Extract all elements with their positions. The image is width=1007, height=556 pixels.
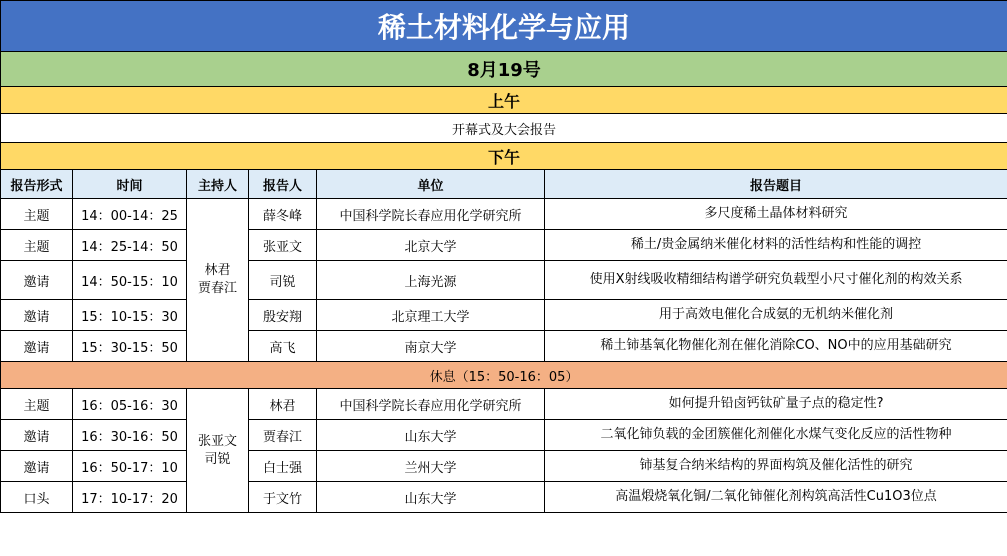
report-type: 邀请 — [1, 300, 73, 331]
table-row — [1, 199, 1007, 230]
speaker-name: 殷安翔 — [249, 300, 317, 331]
header-speaker: 报告人 — [249, 170, 317, 199]
table-row — [1, 482, 1007, 513]
report-time: 16：05-16：30 — [73, 389, 187, 420]
morning-event: 开幕式及大会报告 — [1, 114, 1007, 143]
report-topic: 高温煅烧氧化铜/二氧化铈催化剂构筑高活性Cu1O3位点 — [545, 482, 1007, 513]
afternoon-row — [1, 143, 1007, 170]
unit-name: 山东大学 — [317, 420, 545, 451]
report-type: 口头 — [1, 482, 73, 513]
unit-name: 上海光源 — [317, 261, 545, 300]
unit-name: 南京大学 — [317, 331, 545, 362]
host-name: 司锐 — [204, 451, 231, 467]
report-type: 主题 — [1, 230, 73, 261]
table-row — [1, 451, 1007, 482]
break-label: 休息（15：50-16：05） — [1, 362, 1007, 389]
date-label: 8月19号 — [1, 52, 1007, 87]
unit-name: 中国科学院长春应用化学研究所 — [317, 199, 545, 230]
report-type: 邀请 — [1, 331, 73, 362]
report-time: 14：25-14：50 — [73, 230, 187, 261]
morning-event-row — [1, 114, 1007, 143]
header-unit: 单位 — [317, 170, 545, 199]
speaker-name: 高飞 — [249, 331, 317, 362]
host-name: 林君 — [204, 263, 231, 278]
header-row — [1, 170, 1007, 199]
speaker-name: 司锐 — [249, 261, 317, 300]
report-topic: 稀土/贵金属纳米催化材料的活性结构和性能的调控 — [545, 230, 1007, 261]
speaker-name: 薛冬峰 — [249, 199, 317, 230]
date-row — [1, 52, 1007, 87]
unit-name: 山东大学 — [317, 482, 545, 513]
unit-name: 北京理工大学 — [317, 300, 545, 331]
speaker-name: 林君 — [249, 389, 317, 420]
header-topic: 报告题目 — [545, 170, 1007, 199]
header-time: 时间 — [73, 170, 187, 199]
host-cell — [187, 389, 249, 513]
report-topic: 稀土铈基氧化物催化剂在催化消除CO、NO中的应用基础研究 — [545, 331, 1007, 362]
title-row — [1, 1, 1007, 52]
speaker-name: 于文竹 — [249, 482, 317, 513]
header-type: 报告形式 — [1, 170, 73, 199]
report-time: 14：50-15：10 — [73, 261, 187, 300]
report-time: 17：10-17：20 — [73, 482, 187, 513]
table-row — [1, 261, 1007, 300]
table-row — [1, 331, 1007, 362]
table-row — [1, 300, 1007, 331]
host-cell — [187, 199, 249, 362]
report-time: 15：10-15：30 — [73, 300, 187, 331]
report-topic: 铈基复合纳米结构的界面构筑及催化活性的研究 — [545, 451, 1007, 482]
break-row — [1, 362, 1007, 389]
header-host: 主持人 — [187, 170, 249, 199]
report-type: 邀请 — [1, 261, 73, 300]
report-type: 主题 — [1, 199, 73, 230]
afternoon-label: 下午 — [1, 143, 1007, 170]
report-topic: 二氧化铈负载的金团簇催化剂催化水煤气变化反应的活性物种 — [545, 420, 1007, 451]
report-type: 邀请 — [1, 420, 73, 451]
speaker-name: 张亚文 — [249, 230, 317, 261]
report-topic: 使用X射线吸收精细结构谱学研究负载型小尺寸催化剂的构效关系 — [545, 261, 1007, 300]
speaker-name: 贾春江 — [249, 420, 317, 451]
report-time: 15：30-15：50 — [73, 331, 187, 362]
report-time: 16：30-16：50 — [73, 420, 187, 451]
report-topic: 如何提升铅卤钙钛矿量子点的稳定性? — [545, 389, 1007, 420]
report-topic: 用于高效电催化合成氨的无机纳米催化剂 — [545, 300, 1007, 331]
page-title: 稀土材料化学与应用 — [1, 1, 1007, 52]
host-name: 贾春江 — [197, 281, 237, 296]
unit-name: 中国科学院长春应用化学研究所 — [317, 389, 545, 420]
report-type: 邀请 — [1, 451, 73, 482]
report-time: 14：00-14：25 — [73, 199, 187, 230]
table-row — [1, 389, 1007, 420]
morning-label: 上午 — [1, 87, 1007, 114]
host-name: 张亚文 — [197, 433, 237, 449]
table-row — [1, 230, 1007, 261]
report-type: 主题 — [1, 389, 73, 420]
unit-name: 北京大学 — [317, 230, 545, 261]
unit-name: 兰州大学 — [317, 451, 545, 482]
speaker-name: 白士强 — [249, 451, 317, 482]
table-row — [1, 420, 1007, 451]
report-time: 16：50-17：10 — [73, 451, 187, 482]
morning-row — [1, 87, 1007, 114]
report-topic: 多尺度稀土晶体材料研究 — [545, 199, 1007, 230]
